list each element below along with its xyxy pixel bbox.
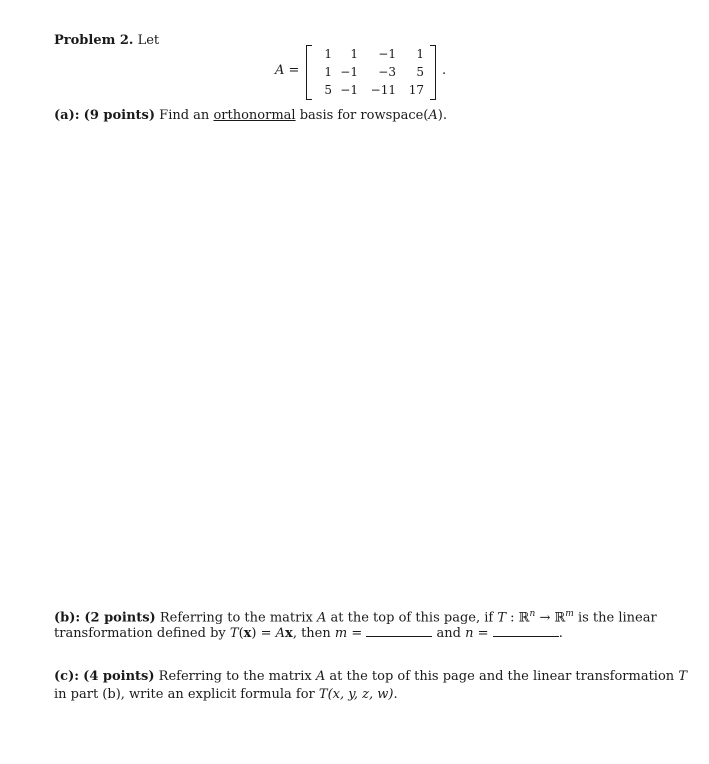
part-b-text: at the top of this page, if [330, 610, 494, 626]
part-a-var: A [428, 108, 438, 123]
problem-header [54, 32, 159, 49]
part-b-and: and [436, 626, 461, 641]
part-a [54, 107, 447, 124]
matrix-cell: 17 [408, 83, 424, 97]
part-b-period: . [558, 626, 563, 641]
matrix-cell: 5 [324, 83, 332, 97]
part-c-args: (x, y, z, w) [327, 687, 394, 702]
part-b-line2 [54, 624, 563, 642]
matrix-cell: 1 [416, 47, 424, 61]
matrix-cell: 1 [324, 65, 332, 79]
part-c-period: . [393, 687, 398, 702]
part-b-eq: = [351, 626, 363, 641]
part-b-arrow: → ℝ [539, 610, 566, 626]
part-b-vec-x: x [285, 626, 293, 641]
part-b-eq: = [477, 626, 489, 641]
part-b-n-sup: n [529, 609, 536, 619]
part-b-var-T: T [229, 626, 239, 641]
part-b-map: : ℝ [510, 610, 530, 626]
part-a-close: ). [437, 108, 447, 123]
part-c-text: Referring to the matrix [158, 669, 312, 684]
part-c-var-A: A [315, 669, 326, 684]
part-c-line2 [54, 686, 398, 703]
part-b-var-m: m [334, 626, 348, 641]
part-b-m-sup: m [565, 609, 574, 619]
part-b-eq: ) = [251, 626, 272, 641]
matrix-cell: −1 [378, 47, 396, 61]
part-b-var-A: A [317, 610, 327, 626]
problem-label: Problem 2. [54, 33, 134, 48]
matrix-cell: −11 [370, 83, 396, 97]
part-b-text: Referring to the matrix [159, 610, 313, 626]
matrix-A [306, 45, 436, 100]
part-b-label: (b): [54, 610, 81, 626]
part-b-points: (2 points) [84, 610, 156, 626]
right-bracket [430, 45, 436, 100]
n-answer-blank[interactable] [493, 624, 559, 637]
problem-intro: Let [137, 33, 160, 48]
matrix-cell: 1 [324, 47, 332, 61]
part-b-var-T: T [497, 610, 507, 626]
part-b-var-n: n [465, 626, 474, 641]
part-a-points: (9 points) [83, 108, 156, 123]
matrix-name: A [275, 63, 285, 78]
matrix-equals: = [288, 63, 300, 78]
part-c-text: at the top of this page and the linear transformation [329, 669, 675, 684]
part-c-var-T: T [678, 669, 687, 684]
part-c-var-T: T [318, 687, 328, 702]
m-answer-blank[interactable] [366, 624, 432, 637]
part-b-text: transformation defined by [54, 626, 226, 641]
part-c-text: in part (b), write an explicit formula for [54, 687, 315, 702]
part-b-var-A: A [275, 626, 286, 641]
matrix-cell: −1 [340, 65, 358, 79]
matrix-end-punct: . [442, 63, 447, 78]
part-b-vec-x: x [243, 626, 252, 641]
part-c-line1 [54, 668, 687, 685]
part-a-label: (a): [54, 108, 80, 123]
matrix-lhs [275, 63, 299, 78]
matrix-cell: −3 [378, 65, 396, 79]
matrix-cell: 1 [350, 47, 358, 61]
part-b-text: is the linear [577, 610, 657, 626]
part-a-text-after: basis for rowspace( [299, 108, 429, 123]
part-c-points: (4 points) [83, 669, 155, 684]
matrix-cell: 5 [416, 65, 424, 79]
part-a-underlined: orthonormal [213, 108, 296, 123]
part-c-label: (c): [54, 669, 80, 684]
part-b-then: , then [292, 626, 331, 641]
part-b-paren: ( [238, 626, 244, 641]
part-a-text-before: Find an [159, 108, 210, 123]
matrix-cell: −1 [340, 83, 358, 97]
